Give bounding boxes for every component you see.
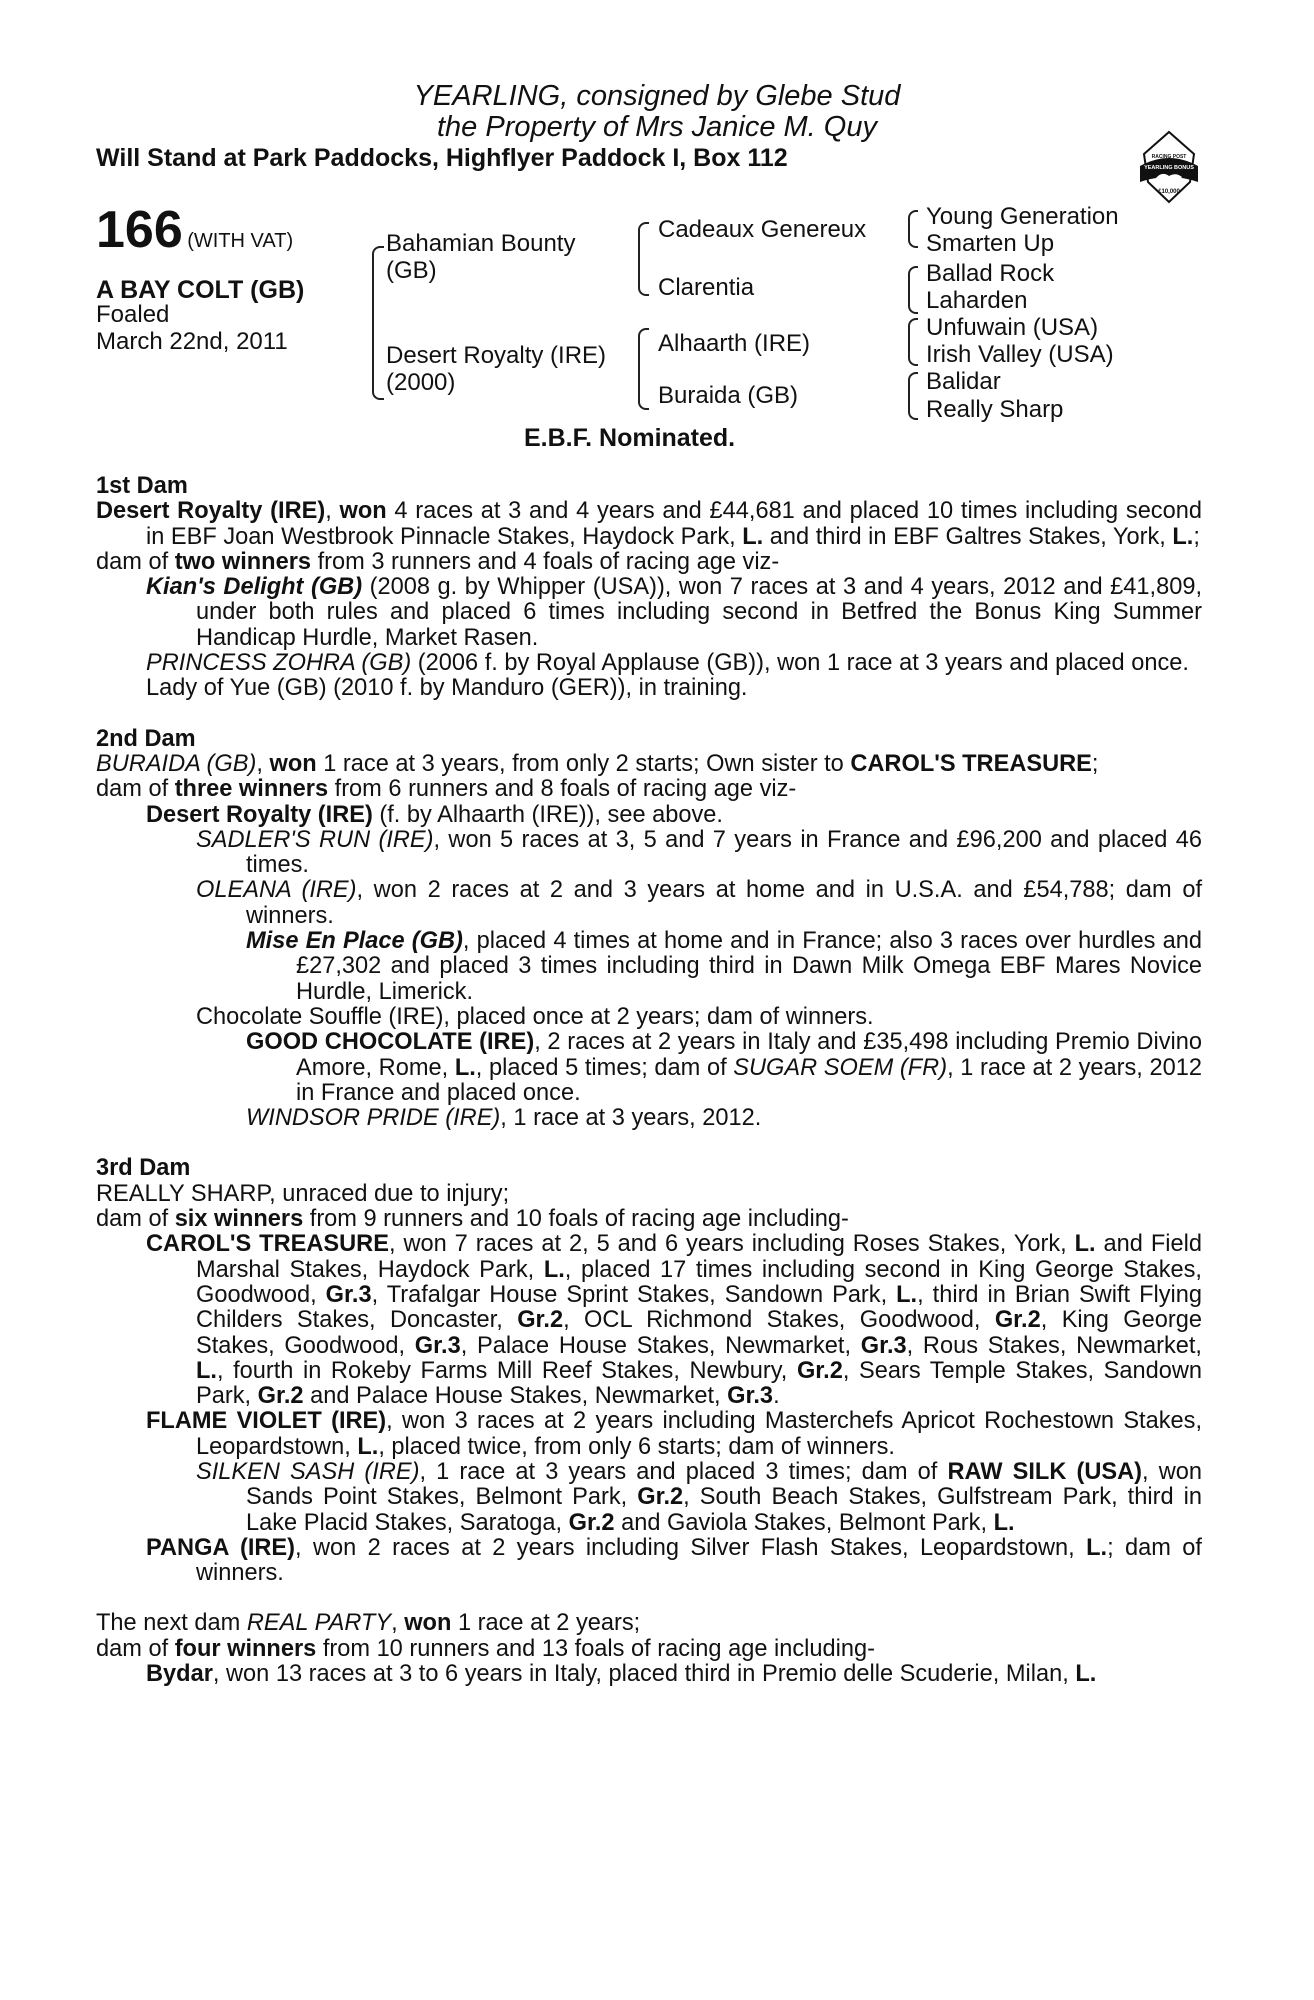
- ct-text-1: , won 7 races at 2, 5 and 6 years including Roses Stakes, York,: [388, 1231, 1075, 1258]
- silken-sash-text-3: , South Beach Stakes, Gulfstream Park, third in Lake Placid Stakes, Saratoga,: [246, 1484, 1202, 1536]
- carols-treasure-name: CAROL'S TREASURE: [146, 1231, 389, 1258]
- silken-sash-name: SILKEN SASH (IRE): [196, 1458, 420, 1485]
- group-3-mark: Gr.3: [414, 1332, 461, 1359]
- listed-mark: L.: [1075, 1661, 1097, 1688]
- next-dam-label: The next dam: [96, 1610, 247, 1637]
- dam-of-label: dam of: [96, 1206, 175, 1233]
- ct-text-4: , Trafalgar House Sprint Stakes, Sandown Park,: [371, 1281, 897, 1308]
- header-line-consignor: YEARLING, consigned by Glebe Stud: [413, 80, 901, 112]
- comma: ,: [391, 1610, 405, 1637]
- princess-zohra-name: PRINCESS ZOHRA (GB): [146, 650, 412, 677]
- pedigree-sire-sire: Cadeaux Genereux: [658, 216, 867, 243]
- produce-princess-zohra: [96, 651, 1202, 676]
- silken-sash-text-2: , won Sands Point Stakes, Belmont Park,: [246, 1458, 1202, 1511]
- pedigree-sire-dam: Clarentia: [658, 274, 755, 301]
- foaled-label: Foaled: [96, 301, 170, 328]
- ct-text-10: , fourth in Rokeby Farms Mill Reef Stakes, Newbury,: [216, 1357, 797, 1384]
- pedigree-brace-ss: [908, 210, 918, 248]
- group-2-mark: Gr.2: [257, 1383, 304, 1410]
- pedigree-dam-dam: Buraida (GB): [658, 382, 799, 409]
- period: .: [773, 1383, 780, 1410]
- listed-mark: L.: [454, 1054, 476, 1081]
- ebf-nominated: E.B.F. Nominated.: [524, 424, 736, 452]
- mise-en-place-name: Mise En Place (GB): [246, 928, 463, 955]
- vat-note: (WITH VAT): [187, 230, 294, 252]
- produce-silken-sash: [96, 1460, 1202, 1536]
- ct-text-8: , Palace House Stakes, Newmarket,: [460, 1332, 861, 1359]
- pedigree-dam: Desert Royalty (IRE): [386, 342, 607, 369]
- stand-location: Will Stand at Park Paddocks, Highflyer Paddock I, Box 112: [96, 144, 788, 172]
- produce-chocolate-souffle: Chocolate Souffle (IRE), placed once at 2 years; dam of winners.: [196, 1003, 874, 1030]
- group-2-mark: Gr.2: [994, 1307, 1041, 1334]
- lot-description: A BAY COLT (GB): [96, 276, 305, 304]
- flame-violet-text-1: , won 3 races at 2 years including Masterchefs Apricot Rochestown Stakes, Leopardstown,: [196, 1408, 1202, 1460]
- group-2-mark: Gr.2: [796, 1357, 843, 1384]
- listed-mark: L.: [543, 1256, 565, 1283]
- oleana-name: OLEANA (IRE): [196, 877, 357, 904]
- pedigree-brace-sire: [638, 222, 649, 296]
- pedigree-brace-sd: [908, 266, 918, 314]
- logo-bottom-text: £10,000: [1158, 189, 1180, 195]
- real-party-won: won: [404, 1610, 452, 1637]
- listed-mark: L.: [1086, 1534, 1108, 1561]
- group-3-mark: Gr.3: [325, 1281, 372, 1308]
- good-chocolate-name: GOOD CHOCOLATE (IRE): [246, 1029, 535, 1056]
- dam2-winners-count: three winners: [174, 776, 329, 803]
- logo-top-text: RACING POST: [1151, 154, 1187, 160]
- carols-treasure-ref: CAROL'S TREASURE: [850, 750, 1092, 777]
- panga-text-2: ; dam of winners.: [196, 1534, 1202, 1587]
- pedigree-dss: Unfuwain (USA): [926, 314, 1099, 341]
- produce-flame-violet: [96, 1409, 1202, 1460]
- catalogue-body: [96, 474, 1202, 1687]
- ct-text-7: , King George Stakes, Goodwood,: [196, 1307, 1202, 1359]
- pedigree-dam-year: (2000): [386, 369, 456, 396]
- bydar-name: Bydar: [146, 1661, 213, 1688]
- flame-violet-text-2: , placed twice, from only 6 starts; dam of winners.: [378, 1433, 895, 1460]
- group-3-mark: Gr.3: [860, 1332, 907, 1359]
- pedigree-brace-dam: [638, 328, 649, 410]
- group-2-mark: Gr.2: [568, 1509, 615, 1536]
- pedigree-sire: Bahamian Bounty: [386, 230, 576, 257]
- mise-en-place-record: , placed 4 times at home and in France; also 3 races over hurdles and £27,302 and placed 3 times including third in Dawn Milk Omega EBF Mares Novice Hurdle, Limerick.: [296, 928, 1203, 1005]
- pedigree-dam-sire: Alhaarth (IRE): [658, 330, 811, 357]
- foaled-date: March 22nd, 2011: [96, 328, 288, 355]
- pedigree-ddd: Really Sharp: [926, 396, 1064, 423]
- produce-good-chocolate: [96, 1030, 1202, 1106]
- dam-of-label: dam of: [96, 776, 175, 803]
- pedigree-brace-dd: [908, 372, 918, 420]
- kians-delight-name: Kian's Delight (GB): [146, 574, 363, 601]
- panga-text-1: , won 2 races at 2 years including Silver Flash Stakes, Leopardstown,: [295, 1534, 1087, 1561]
- dam2-runners: from 6 runners and 8 foals of racing age viz-: [328, 776, 797, 803]
- pedigree-brace-main: [372, 246, 384, 400]
- yearling-bonus-logo: [1138, 122, 1200, 208]
- group-3-mark: Gr.3: [727, 1383, 774, 1410]
- lot-block: [96, 200, 293, 260]
- pedigree-sire-country: (GB): [386, 257, 437, 284]
- lot-number: 166: [96, 201, 183, 259]
- windsor-pride-name: WINDSOR PRIDE (IRE): [246, 1105, 501, 1132]
- ct-text-6: , OCL Richmond Stakes, Goodwood,: [563, 1307, 995, 1334]
- dam-of-label: dam of: [96, 548, 175, 575]
- dam1-won: won: [339, 498, 387, 525]
- pedigree-dsd: Irish Valley (USA): [926, 341, 1114, 368]
- windsor-pride-record: , 1 race at 3 years, 2012.: [500, 1105, 762, 1132]
- section-3rd-dam: 3rd Dam: [96, 1155, 191, 1182]
- section-2nd-dam: 2nd Dam: [96, 725, 196, 752]
- pedigree-sdd: Laharden: [926, 287, 1028, 314]
- panga-name: PANGA (IRE): [146, 1534, 296, 1561]
- flame-violet-name: FLAME VIOLET (IRE): [146, 1408, 387, 1435]
- listed-mark: L.: [993, 1509, 1015, 1536]
- listed-mark: L.: [1074, 1231, 1096, 1258]
- silken-sash-text-1: , 1 race at 3 years and placed 3 times; dam of: [419, 1458, 948, 1485]
- produce-carols-treasure: [96, 1232, 1202, 1409]
- buraida-name: BURAIDA (GB): [96, 750, 257, 777]
- ct-text-5: , third in Brian Swift Flying Childers Stakes, Doncaster,: [196, 1281, 1203, 1334]
- buraida-won: won: [269, 750, 317, 777]
- princess-zohra-record: (2006 f. by Royal Applause (GB)), won 1 race at 3 years and placed once.: [411, 650, 1189, 677]
- silken-sash-text-4: and Gaviola Stakes, Belmont Park,: [614, 1509, 994, 1536]
- listed-mark: L.: [196, 1357, 217, 1384]
- next-dam-produce-summary: [96, 1637, 1202, 1662]
- pedigree-sds: Ballad Rock: [926, 260, 1055, 287]
- group-2-mark: Gr.2: [637, 1484, 684, 1511]
- produce-sadlers-run: [96, 828, 1202, 879]
- dam-of-label: dam of: [96, 1635, 175, 1662]
- real-party-name: REAL PARTY: [246, 1610, 392, 1637]
- ct-text-2: and Field Marshal Stakes, Haydock Park,: [196, 1231, 1202, 1283]
- oleana-record: , won 2 races at 2 and 3 years at home and in U.S.A. and £54,788; dam of winners.: [246, 877, 1202, 929]
- dam2-produce-summary: [96, 777, 1202, 802]
- dam3-produce-summary: [96, 1207, 1202, 1232]
- produce-oleana: [96, 878, 1202, 929]
- desert-royalty-name: Desert Royalty (IRE): [146, 801, 373, 828]
- produce-bydar: [96, 1662, 1202, 1687]
- produce-panga: [96, 1536, 1202, 1587]
- pedigree-ssd: Smarten Up: [926, 230, 1055, 257]
- dam3-record: REALLY SHARP, unraced due to injury;: [96, 1180, 510, 1207]
- bydar-record: , won 13 races at 3 to 6 years in Italy, placed third in Premio delle Scuderie, Milan,: [212, 1661, 1076, 1688]
- produce-kians-delight: [96, 575, 1202, 651]
- logo-mid-text: YEARLING BONUS: [1144, 165, 1194, 171]
- good-chocolate-text-2: , placed 5 times; dam of: [475, 1054, 734, 1081]
- good-chocolate-text-1: , 2 races at 2 years in Italy and £35,498 including Premio Divino Amore, Rome,: [296, 1029, 1202, 1081]
- raw-silk-name: RAW SILK (USA): [947, 1458, 1143, 1485]
- real-party-record: 1 race at 2 years;: [451, 1610, 641, 1637]
- comma: ,: [256, 750, 270, 777]
- pedigree-brace-ds: [908, 318, 918, 366]
- dam1-text-c: ;: [1193, 523, 1200, 550]
- dam1-winners-count: two winners: [174, 548, 312, 575]
- good-chocolate-text-3: , 1 race at 2 years, 2012 in France and placed once.: [296, 1054, 1202, 1106]
- next-dam-winners-count: four winners: [174, 1635, 317, 1662]
- section-1st-dam: 1st Dam: [96, 473, 188, 499]
- semicolon: ;: [1091, 750, 1099, 777]
- dam3-runners: from 9 runners and 10 foals of racing age including-: [303, 1206, 849, 1233]
- listed-mark: L.: [357, 1433, 379, 1460]
- produce-mise-en-place: [96, 929, 1202, 1005]
- dam1-runners: from 3 runners and 4 foals of racing age viz-: [311, 548, 780, 575]
- sugar-soem-name: SUGAR SOEM (FR): [733, 1054, 948, 1081]
- sadlers-run-name: SADLER'S RUN (IRE): [196, 826, 434, 853]
- produce-lady-of-yue: Lady of Yue (GB) (2010 f. by Manduro (GER)), in training.: [146, 675, 748, 702]
- listed-mark: L.: [1172, 523, 1194, 550]
- listed-mark: L.: [742, 523, 764, 550]
- pedigree-dds: Balidar: [926, 368, 1001, 395]
- dam1-text-b: and third in EBF Galtres Stakes, York,: [763, 523, 1173, 550]
- desert-royalty-note: (f. by Alhaarth (IRE)), see above.: [372, 801, 723, 828]
- dam1-produce-summary: [96, 550, 1202, 575]
- dam1-name: Desert Royalty (IRE): [96, 498, 326, 525]
- listed-mark: L.: [896, 1281, 918, 1308]
- next-dam-runners: from 10 runners and 13 foals of racing age including-: [316, 1635, 875, 1662]
- dam1-record: Desert Royalty (IRE), won 4 races at 3 and 4 years and £44,681 and placed 10 times including second in EBF Joan Westbrook Pinnacle Stakes, Haydock Park, L. and third in EBF Galtres Stakes, York, L.;: [96, 498, 1202, 550]
- produce-windsor-pride: [96, 1106, 1202, 1131]
- dam2-record: [96, 752, 1202, 777]
- group-2-mark: Gr.2: [517, 1307, 564, 1334]
- sadlers-run-record: , won 5 races at 3, 5 and 7 years in France and £96,200 and placed 46 times.: [246, 826, 1202, 879]
- ct-text-9: , Rous Stakes, Newmarket,: [906, 1332, 1202, 1359]
- next-dam-record: [96, 1611, 1202, 1636]
- ct-text-12: and Palace House Stakes, Newmarket,: [303, 1383, 728, 1410]
- dam1-text-a: 4 races at 3 and 4 years and £44,681 and placed 10 times including second in EBF Joan Westbrook Pinnacle Stakes, Haydock Park,: [146, 498, 1202, 550]
- buraida-record: 1 race at 3 years, from only 2 starts; Own sister to: [316, 750, 851, 777]
- dam3-winners-count: six winners: [174, 1206, 304, 1233]
- kians-delight-record: (2008 g. by Whipper (USA)), won 7 races at 3 and 4 years, 2012 and £41,809, under both rules and placed 6 times including second in Betfred the Bonus King Summer Handicap Hurdle, Market Rasen.: [196, 574, 1202, 651]
- produce-desert-royalty: [96, 803, 1202, 828]
- pedigree-sss: Young Generation: [926, 203, 1119, 230]
- ct-text-11: , Sears Temple Stakes, Sandown Park,: [196, 1357, 1203, 1410]
- header-line-property: the Property of Mrs Janice M. Quy: [437, 111, 877, 143]
- ct-text-3: , placed 17 times including second in King George Stakes, Goodwood,: [196, 1256, 1202, 1308]
